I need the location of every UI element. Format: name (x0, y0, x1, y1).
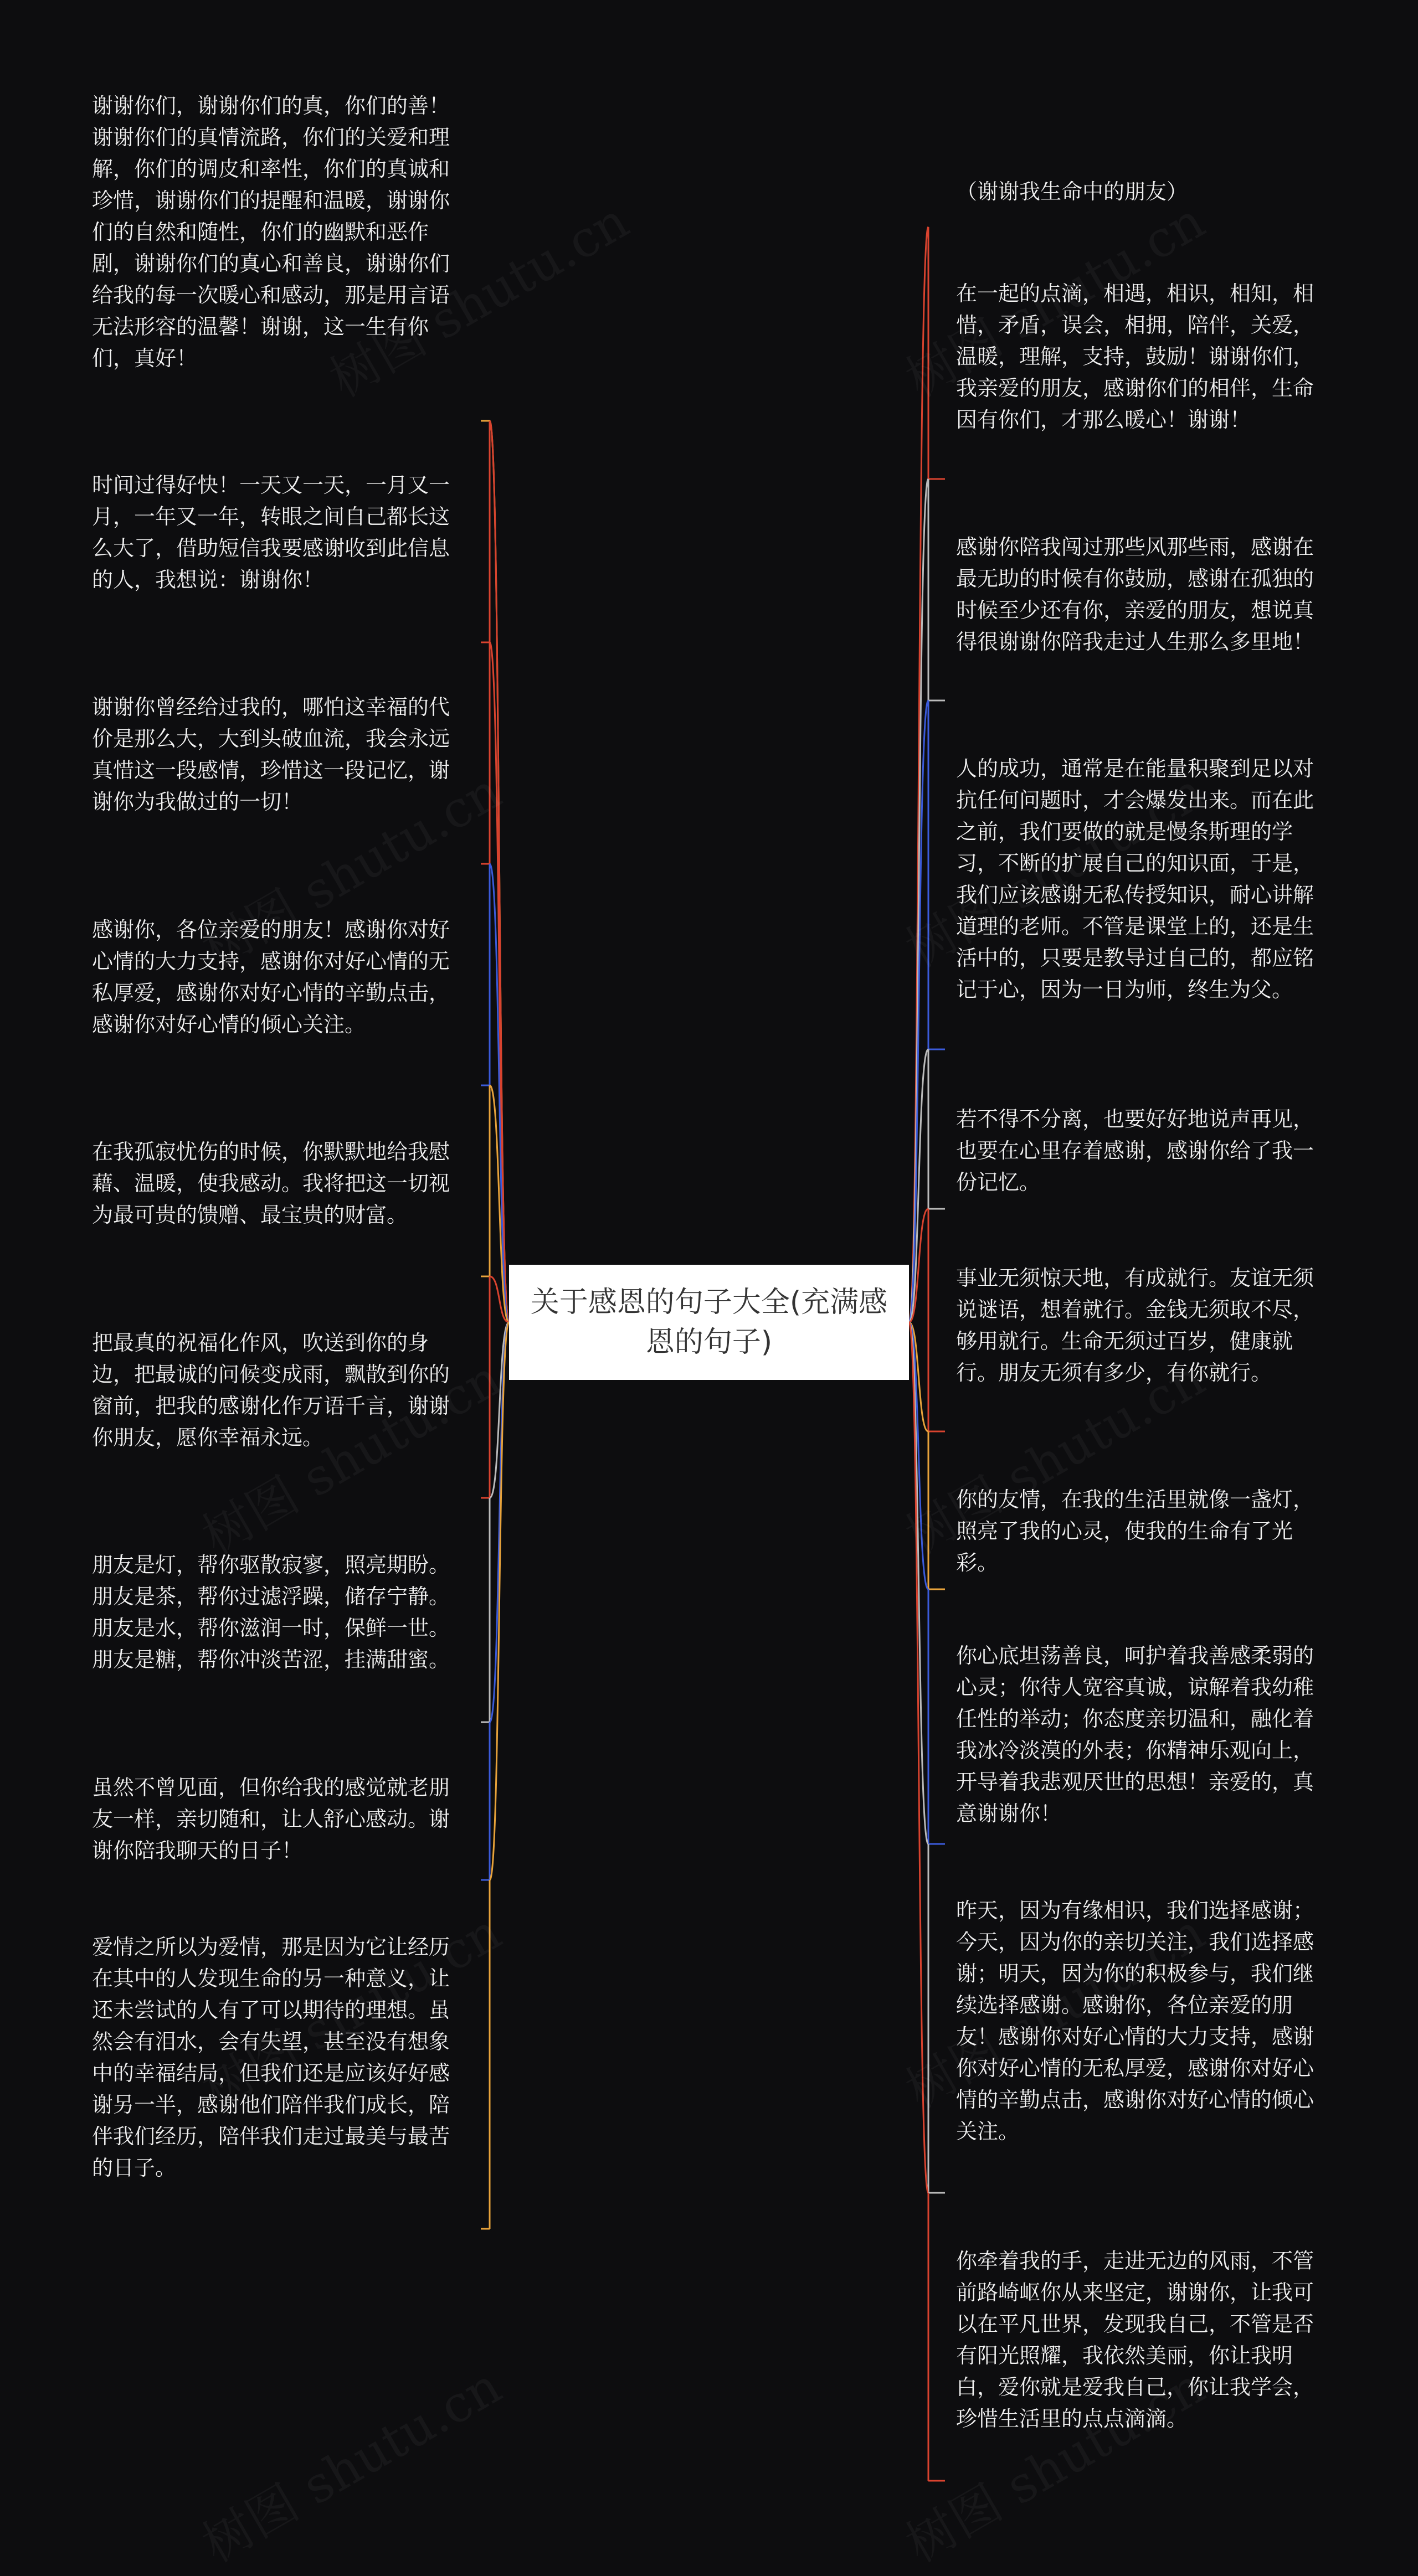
right-node-9[interactable]: 你牵着我的手，走进无边的风雨，不管前路崎岖你从来坚定，谢谢你，让我可以在平凡世界，发现我自己，不管是否有阳光照耀，我依然美丽，你让我明白，爱你就是爱我自己，你让我学会，珍惜生活里的点点滴滴。 (956, 2249, 1314, 2431)
left-node-4[interactable]: 感谢你，各位亲爱的朋友！感谢你对好心情的大力支持，感谢你对好心情的无私厚爱，感谢你对好心情的辛勤点击，感谢你对好心情的倾心关注。 (92, 918, 450, 1037)
right-branch-curve (909, 227, 928, 1322)
right-node-5[interactable]: 事业无须惊天地，有成就行。友谊无须说谜语，想着就行。金钱无须取不尽，够用就行。生命无须过百岁，健康就行。朋友无须有多少，有你就行。 (956, 1266, 1314, 1385)
central-topic[interactable] (509, 1265, 909, 1380)
left-node-1[interactable]: 谢谢你们，谢谢你们的真，你们的善！谢谢你们的真情流路，你们的关爱和理解，你们的调皮和率性，你们的真诚和珍惜，谢谢你们的提醒和温暖，谢谢你们的自然和随性，你们的幽默和恶作剧，谢谢你们的真心和善良，谢谢你们给我的每一次暖心和感动，那是用言语无法形容的温馨！谢谢，这一生有你们，真好！ (92, 94, 450, 370)
right-branch-title[interactable]: （谢谢我生命中的朋友） (956, 179, 1188, 204)
right-node-2[interactable]: 感谢你陪我闯过那些风那些雨，感谢在最无助的时候有你鼓励，感谢在孤独的时候至少还有你，亲爱的朋友，想说真得很谢谢你陪我走过人生那么多里地！ (956, 535, 1314, 654)
left-branch-curve (490, 1322, 509, 1722)
central-topic-label: 关于感恩的句子大全(充满感恩的句子) (530, 1286, 888, 1359)
right-node-7[interactable]: 你心底坦荡善良，呵护着我善感柔弱的心灵；你待人宽容真诚，谅解着我幼稚任性的举动；你态度亲切温和，融化着我冰冷淡漠的外表；你精神乐观向上，开导着我悲观厌世的思想！亲爱的，真意谢谢你！ (956, 1644, 1314, 1826)
left-node-6[interactable]: 把最真的祝福化作风，吹送到你的身边，把最诚的问候变成雨，飘散到你的窗前，把我的感谢化作万语千言，谢谢你朋友，愿你幸福永远。 (92, 1331, 450, 1450)
left-node-8[interactable]: 虽然不曾见面，但你给我的感觉就老朋友一样，亲切随和，让人舒心感动。谢谢你陪我聊天的日子！ (92, 1775, 450, 1863)
right-node-3[interactable]: 人的成功，通常是在能量积聚到足以对抗任何问题时，才会爆发出来。而在此之前，我们要做的就是慢条斯理的学习，不断的扩展自己的知识面，于是，我们应该感谢无私传授知识，耐心讲解道理的老师。不管是课堂上的，还是生活中的，只要是教导过自己的，都应铭记于心，因为一日为师，终生为父。 (956, 756, 1314, 1002)
right-node-4[interactable]: 若不得不分离，也要好好地说声再见，也要在心里存着感谢，感谢你给了我一份记忆。 (956, 1107, 1314, 1194)
right-node-6[interactable]: 你的友情，在我的生活里就像一盏灯，照亮了我的心灵，使我的生命有了光彩。 (956, 1487, 1314, 1575)
left-node-2[interactable]: 时间过得好快！一天又一天，一月又一月，一年又一年，转眼之间自己都长这么大了，借助短信我要感谢收到此信息的人，我想说：谢谢你！ (92, 473, 450, 592)
left-node-9[interactable]: 爱情之所以为爱情，那是因为它让经历在其中的人发现生命的另一种意义，让还未尝试的人有了可以期待的理想。虽然会有泪水，会有失望，甚至没有想象中的幸福结局，但我们还是应该好好感谢另一半，感谢他们陪伴我们成长，陪伴我们经历，陪伴我们走过最美与最苦的日子。 (92, 1935, 450, 2180)
left-node-7[interactable]: 朋友是灯，帮你驱散寂寥，照亮期盼。朋友是茶，帮你过滤浮躁，储存宁静。朋友是水，帮你滋润一时，保鲜一世。朋友是糖，帮你冲淡苦涩，挂满甜蜜。 (92, 1553, 450, 1672)
right-node-1[interactable]: 在一起的点滴，相遇，相识，相知，相惜，矛盾，误会，相拥，陪伴，关爱，温暖，理解，支持，鼓励！谢谢你们，我亲爱的朋友，感谢你们的相伴，生命因有你们，才那么暖心！谢谢！ (956, 281, 1314, 432)
left-node-5[interactable]: 在我孤寂忧伤的时候，你默默地给我慰藉、温暖，使我感动。我将把这一切视为最可贵的馈赠、最宝贵的财富。 (92, 1140, 450, 1227)
right-node-8[interactable]: 昨天，因为有缘相识，我们选择感谢；今天，因为你的亲切关注，我们选择感谢；明天，因为你的积极参与，我们继续选择感谢。感谢你，各位亲爱的朋友！感谢你对好心情的大力支持，感谢你对好心情的无私厚爱，感谢你对好心情的辛勤点击，感谢你对好心情的倾心关注。 (956, 1898, 1314, 2144)
left-node-3[interactable]: 谢谢你曾经给过我的，哪怕这幸福的代价是那么大，大到头破血流，我会永远真惜这一段感情，珍惜这一段记忆，谢谢你为我做过的一切！ (92, 695, 450, 814)
